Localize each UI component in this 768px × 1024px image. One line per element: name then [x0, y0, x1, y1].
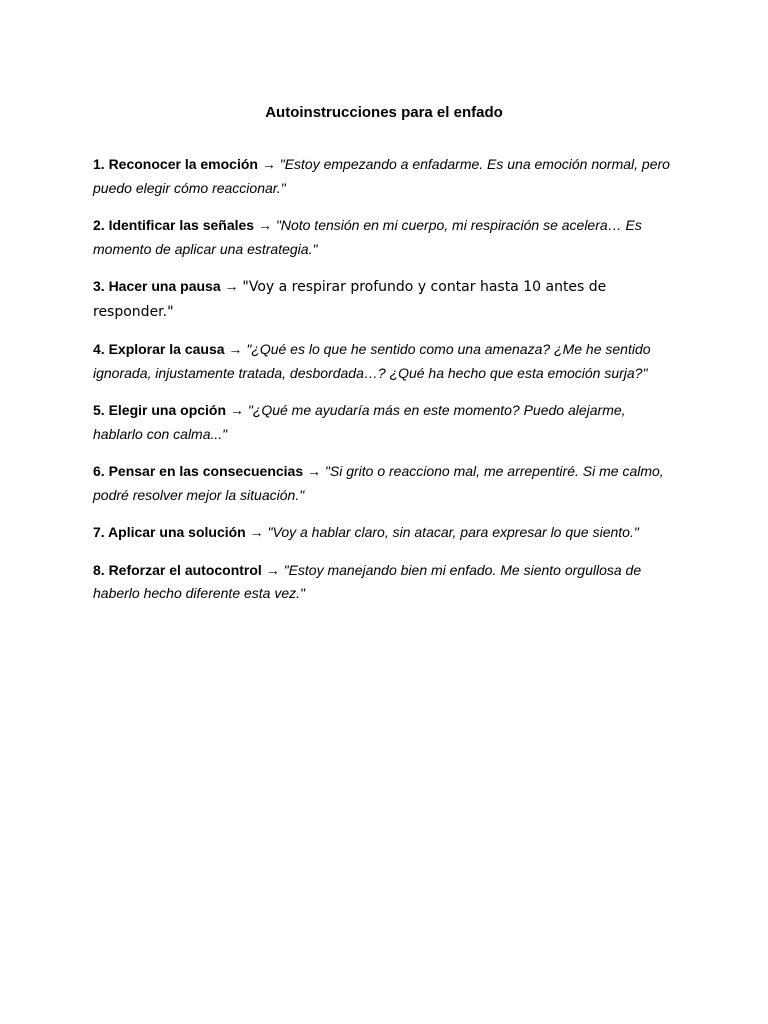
step-label: 1. Reconocer la emoción	[93, 156, 258, 172]
arrow-icon: →	[257, 217, 272, 233]
step-label: 8. Reforzar el autocontrol	[93, 561, 262, 578]
step-quote: "Estoy manejando bien mi enfado. Me siento orgullosa de haberlo hecho diferente esta vez."	[93, 561, 642, 601]
step-label: 3. Hacer una pausa	[93, 278, 221, 294]
list-item-step-4	[93, 338, 678, 385]
arrow-icon: →	[229, 402, 244, 418]
step-label: 5. Elegir una opción	[93, 402, 227, 418]
document-title: Autoinstrucciones para el enfado	[265, 104, 503, 121]
list-item-step-7	[93, 521, 678, 545]
list-item-step-8	[93, 559, 678, 606]
list-item-step-3	[93, 275, 678, 324]
step-quote: "Voy a hablar claro, sin atacar, para expresar lo que siento."	[267, 524, 639, 540]
step-quote: "Noto tensión en mi cuerpo, mi respiración se acelera… Es momento de aplicar una estrategia."	[93, 217, 642, 257]
step-label: 2. Identificar las señales	[93, 217, 255, 233]
arrow-icon: →	[265, 561, 280, 578]
steps-list	[93, 153, 678, 620]
step-label: 7. Aplicar una solución	[93, 524, 246, 540]
step-quote: "Estoy empezando a enfadarme. Es una emoción normal, pero puedo elegir cómo reaccionar."	[93, 156, 670, 196]
arrow-icon: →	[261, 156, 276, 172]
list-item-step-2	[93, 214, 678, 261]
arrow-icon: →	[228, 341, 243, 357]
arrow-icon: →	[224, 278, 239, 294]
step-quote: "¿Qué es lo que he sentido como una amenaza? ¿Me he sentido ignorada, injustamente tratada, desbordada…? ¿Qué ha hecho que esta emoción surja?"	[93, 341, 651, 381]
step-quote: "¿Qué me ayudaría más en este momento? Puedo alejarme, hablarlo con calma..."	[93, 402, 626, 442]
arrow-icon: →	[307, 463, 322, 479]
step-label: 6. Pensar en las consecuencias	[93, 463, 304, 479]
step-quote: "Si grito o reacciono mal, me arrepentiré. Si me calmo, podré resolver mejor la situación."	[93, 463, 664, 503]
arrow-icon: →	[249, 524, 264, 540]
list-item-step-1	[93, 153, 678, 200]
step-quote: "Voy a respirar profundo y contar hasta 10 antes de responder."	[93, 279, 607, 320]
list-item-step-6	[93, 460, 678, 507]
list-item-step-5	[93, 399, 678, 446]
step-label: 4. Explorar la causa	[93, 341, 225, 357]
